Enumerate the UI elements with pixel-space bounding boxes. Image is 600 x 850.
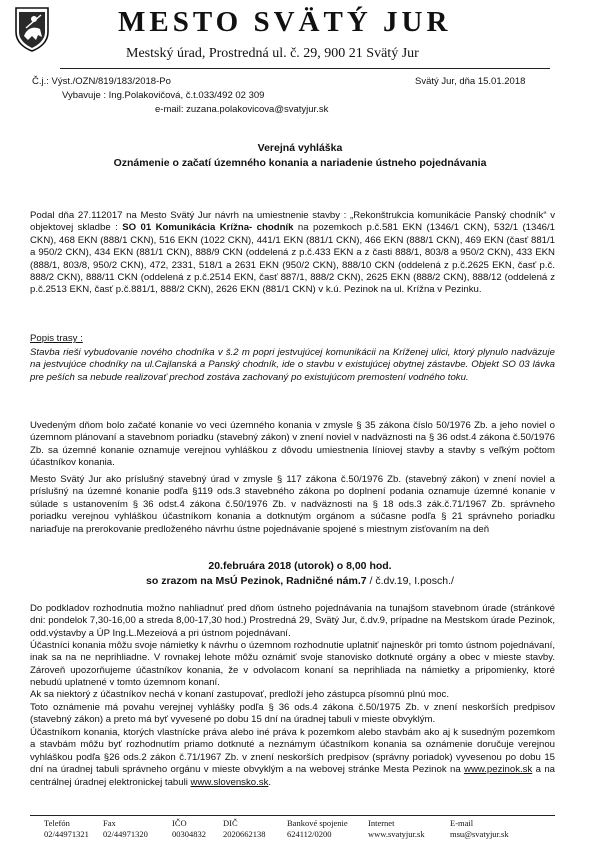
header-divider	[60, 68, 550, 69]
route-label: Popis trasy :	[30, 333, 83, 344]
reference-number: Č.j.: Výst./OZN/819/183/2018-Po	[32, 76, 171, 87]
city-name: MESTO SVÄTÝ JUR	[118, 6, 452, 38]
delivery-text-mid: a na centrálnej úradnej elektronickej tabuli	[30, 764, 555, 788]
footer-phone-value: 02/44971321	[44, 829, 89, 839]
footer-email-label: E-mail	[450, 818, 474, 828]
footer-dic-label: DIČ	[223, 818, 238, 828]
paragraph-delivery	[30, 727, 555, 789]
footer-dic	[223, 818, 266, 840]
pezinok-website-link[interactable]: www.pezinok.sk	[464, 764, 533, 776]
notice-title: Verejná vyhláška	[257, 142, 343, 154]
footer-internet	[368, 818, 425, 840]
parcels-text: na pozemkoch p.č.581 EKN (1346/1 CKN), 532/1 (1346/1 CKN), 468 EKN (888/1 CKN), 516 EKN (1022 CKN), 441/1 EKN (881/1 CKN), 466 EKN (888/1 CKN), 469 EKN (časť 881/1 a 950/2 CKN), 434 EKN (881/1 CKN), 888/9 CKN (oddelená z p.č.433 EKN a z časti 888/1, 803/8 a 950/2 CKN), 433 EKN (888/1, 803/8, 950/2 CKN), 472, 2331, 518/1 a 2631 EKN (950/2 CKN), 888/10 CKN (oddelená z p.č.2625 EKN, časť p.č. 888/2 CKN), 888/11 CKN (oddelená z p.č.2514 EKN, časť 887/1, 888/2 CKN), 2625 EKN (888/2 CKN), 888/12 (oddelená z p.č.2513 EKN, časť p.č.881/1, 888/2 CKN), 2626 EKN (881/1 CKN) v k.ú. Pezinok na ul. Krížna v Pezinku.	[30, 222, 556, 296]
delivery-text: Účastníkom konania, ktorých vlastnícke práva alebo iné práva k pozemkom alebo stavbám ako aj k susedným pozemkom a stavbám môžu byť rozhodnutím priamo dotknuté a neznámym účastníkom konania sa oznámenie doručuje verejnou vyhláškou podľa §26 ods.2 zákon č.71/1967 Zb. v znení neskorších predpisov (správny poriadok) vyvesenou po dobu 15 dní na úradnej tabuli správneho orgánu v mieste obvyklým a na webovej stránke Mesta Pezinok na	[30, 727, 555, 776]
footer-email-value[interactable]: msu@svatyjur.sk	[450, 829, 509, 839]
application-text: Podal dňa 27.112017 na Mesto Svätý Jur návrh na umiestnenie stavby : „Rekonštrukcia komunikácie Panský chodník“ v objektovej skladbe :	[30, 210, 555, 234]
paragraph-representation: Ak sa niektorý z účastníkov nechá v konaní zastupovať, predloží jeho zástupca písomnú plnú moc.	[30, 689, 450, 700]
paragraph-public-notice: Toto oznámenie má povahu verejnej vyhlášky podľa § 36 ods.4 zákona č.50/1975 Zb. v znení neskorších predpisov (stavebný zákon) a preto má byť vyvesené po dobu 15 dní na úradnej tabuli v mieste obvyklým.	[30, 702, 555, 726]
paragraph-objections: Účastníci konania môžu svoje námietky k návrhu o územnom rozhodnutie uplatniť najneskôr pri tomto ústnom pojednávaní, inak sa na ne neprihliadne. V rovnakej lehote môžu oznámiť svoje stanovisko dotknuté orgány a obec v mieste stavby. Zároveň upozorňujeme účastníkov konania, že v odvolacom konaní sa neprihliada na námietky a pripomienky, ktoré nebudú uplatnené v tomto územnom konaní.	[30, 640, 555, 689]
hearing-place-room: / č.dv.19, I.posch./	[366, 575, 454, 587]
hearing-date: 20.februára 2018 (utorok) o 8,00 hod.	[208, 560, 392, 572]
handler-contact: Vybavuje : Ing.Polakovičová, č.t.033/492 02 309	[62, 90, 265, 101]
office-address: Mestský úrad, Prostredná ul. č. 29, 900 21 Svätý Jur	[126, 46, 419, 61]
paragraph-application	[30, 210, 555, 297]
footer-internet-label: Internet	[368, 818, 395, 828]
footer-ico-value: 00304832	[172, 829, 206, 839]
footer-phone	[44, 818, 89, 840]
footer-ico	[172, 818, 206, 840]
footer-bank-value: 624112/0200	[287, 829, 332, 839]
hearing-place-bold: so zrazom na MsÚ Pezinok, Radničné nám.7	[146, 575, 367, 587]
notice-subtitle: Oznámenie o začatí územného konania a nariadenie ústneho pojednávania	[113, 157, 487, 169]
footer-dic-value: 2020662138	[223, 829, 266, 839]
footer-bank-label: Bankové spojenie	[287, 818, 348, 828]
route-description: Stavba rieši vybudovanie nového chodníka v š.2 m popri jestvujúcej komunikácii na Kríženej ulici, ktorý plynulo nadväzuje na jestvujúce chodníky na ul.Cajlanská a Panský chodník, ide o stavbu v existujúcej obytnej zástavbe. Objekt SO 03 lávka pre peších sa nebude realizovať prechod zostáva zachovaný po existujúcom premostení vodného toku.	[30, 347, 555, 383]
footer-fax-value: 02/44971320	[103, 829, 148, 839]
footer-fax	[103, 818, 148, 840]
place-date: Svätý Jur, dňa 15.01.2018	[415, 76, 526, 87]
footer-divider	[30, 815, 555, 816]
paragraph-documents: Do podkladov rozhodnutia možno nahliadnuť pred dňom ústneho pojednávania na tunajšom stavebnom úrade (stránkové dni: pondelok 7,30-16,00 a streda 8,00-17,30 hod.) Prostredná 29, Svätý Jur, č.dv.9, prípadne na Mestskom úrade Pezinok, odd.výstavby a ÚP Ing.L.Mezeiová a pri ústnom pojednávaní.	[30, 603, 555, 639]
footer-ico-label: IČO	[172, 818, 187, 828]
delivery-text-end: .	[268, 776, 272, 788]
object-name: SO 01 Komunikácia Krížna- chodník	[122, 222, 294, 234]
paragraph-authority: Mesto Svätý Jur ako príslušný stavebný úrad v zmysle § 117 zákona č.50/1976 Zb. (stavebný zákon) v znení noviel a príslušný na územné konanie podľa §119 ods.3 stavebného zákona po doplnení podania oznamuje územné konanie v súlade s ustanovením § 36 odst.4 zákona č.50/1976 Zb. v nadväznosti na § 18 ods.3 zák.č.71/1967 Zb. správneho poriadku verejnou vyhláškou účastníkom konania a dotknutým orgánom a súčasne podľa § 21 správneho poriadku nariaďuje na prerokovanie predloženého návrhu ústne pojednávanie spojené s miestnym zisťovaním na deň	[30, 474, 555, 535]
paragraph-proceedings: Uvedeným dňom bolo začaté konanie vo veci územného konania v zmysle § 35 zákona číslo 50/1976 Zb. a jeho noviel o územnom plánovaní a stavebnom poriadku (stavebný zákon) v znení noviel v nadväznosti na § 36 odst.4 zákona č.50/1976 Zb. sa územné konanie oznamuje verejnou vyhláškou z dôvodu umiestnenia líniovej stavby a stavby s veľkým počtom účastníkov konania.	[30, 420, 555, 469]
footer-email	[450, 818, 509, 840]
footer-bank	[287, 818, 348, 840]
slovensko-website-link[interactable]: www.slovensko.sk	[190, 776, 269, 788]
city-crest-icon	[14, 6, 50, 52]
hearing-place	[0, 575, 600, 587]
handler-email: e-mail: zuzana.polakovicova@svatyjur.sk	[155, 104, 329, 115]
footer-phone-label: Telefón	[44, 818, 70, 828]
footer-fax-label: Fax	[103, 818, 116, 828]
footer-internet-value[interactable]: www.svatyjur.sk	[368, 829, 425, 839]
